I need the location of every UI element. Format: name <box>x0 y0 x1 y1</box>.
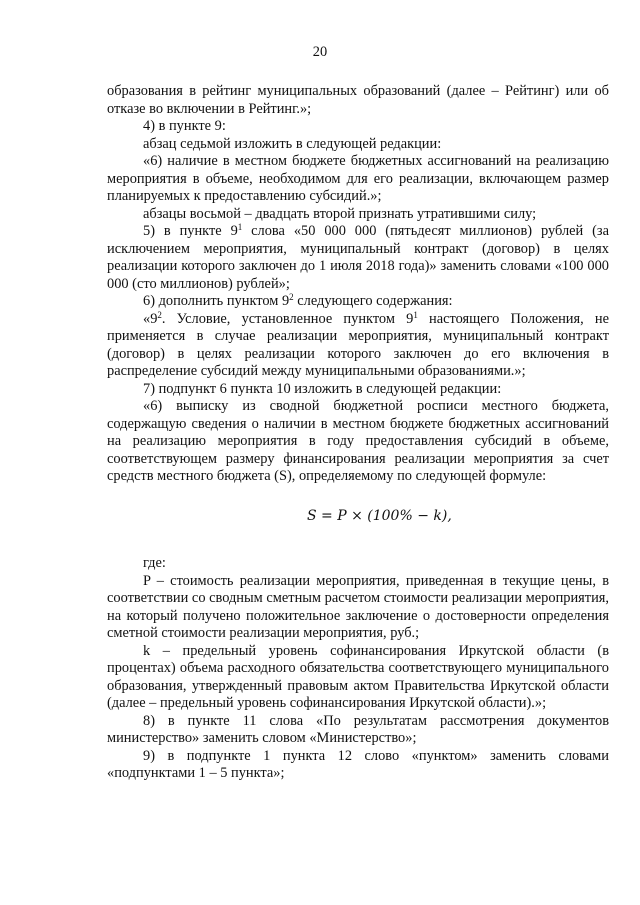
paragraph-k-definition: k – предельный уровень софинансирования Иркутской области (в процентах) объема расходного обязательства соответствующего муниципального образования, утвержденный правовым актом Правительства Иркутской области (далее – предельный уровень софинансирования Иркутской области).»; <box>107 642 609 711</box>
paragraph-item-9: 9) в подпункте 1 пункта 12 слово «пунктом» заменить словами «подпунктами 1 – 5 пункта»; <box>107 747 609 781</box>
where-label: где: <box>143 555 166 571</box>
paragraph-3: абзац седьмой изложить в следующей редакции: <box>143 135 442 152</box>
page-number: 20 <box>312 44 328 60</box>
paragraph-4: «6) наличие в местном бюджете бюджетных ассигнований на реализацию мероприятия в объеме, необходимом для его реализации, включающем размер планируемых к предоставлению субсидий.»; <box>107 153 609 204</box>
paragraph-1: образования в рейтинг муниципальных образований (далее – Рейтинг) или об отказе во включении в Рейтинг.»; <box>107 83 609 117</box>
paragraph-p-definition: P – стоимость реализации мероприятия, приведенная в текущие цены, в соответствии со сводным сметным расчетом стоимости реализации мероприятия, на который получено положительное заключение о достоверности определения сметной стоимости реализации мероприятия, руб.; <box>107 572 609 641</box>
paragraph-6: 5) в пункте $9^1$ слова «50 000 000 (пятьдесят миллионов) рублей (за исключением мероприятия, муниципальный контракт (договор) в целях реализации которого заключен до 1 июля 2018 года)» заменить словами «100 000 000 (сто миллионов) рублей»; <box>107 222 609 292</box>
paragraph-9: 7) подпункт 6 пункта 10 изложить в следующей редакции: <box>143 380 502 397</box>
document-body <box>107 83 609 783</box>
paragraph-2: 4) в пункте 9: <box>143 118 226 134</box>
paragraph-8: «$9^2$. Условие, установленное пунктом $9^1$ настоящего Положения, не применяется в случае реализации мероприятия, муниципальный контракт (договор) в целях реализации которого заключен до его включения в распределение субсидий между муниципальными образованиями.»; <box>107 309 609 379</box>
paragraph-5: абзацы восьмой – двадцать второй признать утратившими силу; <box>143 205 537 222</box>
paragraph-10: «6) выписку из сводной бюджетной росписи местного бюджета, содержащую сведения о наличии в местном бюджете бюджетных ассигнований на реализацию мероприятия в году предоставления субсидий в объеме, соответствующем размеру финансирования реализации мероприятия за счет средств местного бюджета (S), определяемому по следующей формуле: <box>107 398 609 484</box>
formula: S = P × (100% − k), <box>307 507 452 524</box>
paragraph-7: 6) дополнить пунктом $9^2$ следующего содержания: <box>143 292 453 309</box>
paragraph-item-8: 8) в пункте 11 слова «По результатам рассмотрения документов министерство» заменить словом «Министерство»; <box>107 712 609 746</box>
